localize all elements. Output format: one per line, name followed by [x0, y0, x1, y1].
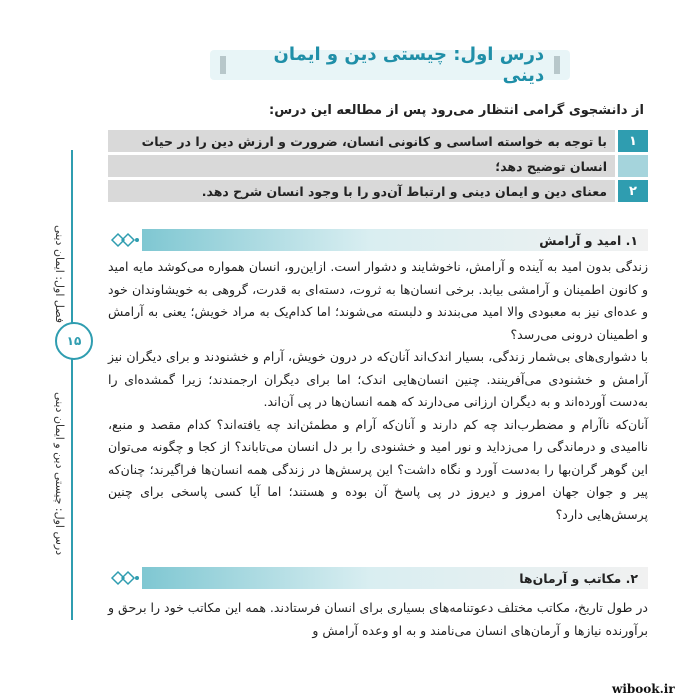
objective-number: ۲: [618, 180, 648, 202]
title-bar-icon: [554, 56, 560, 74]
ornament-icon: [108, 229, 142, 251]
lesson-title: درس اول: چیستی دین و ایمان دینی: [273, 44, 545, 86]
objectives-intro: از دانشجوی گرامی انتظار می‌رود پس از مطالعه این درس:: [269, 103, 644, 118]
paragraph: با دشواری‌های بی‌شمار زندگی، بسیار اندک‌اند آنان‌که در درون خویش، آرام و خشنودند و برای دیگران نیز آرامش و خشنودی می‌آفرینند. چنین انسان‌هایی اندک؛ اما برای دیگران ارجمندند؛ زیرا گمشده‌ای را به‌دست آورده‌اند و به دیگران ارزانی می‌دارند که همه انسان‌ها در پی آن‌اند.: [108, 349, 648, 409]
objective-text: انسان توضیح دهد؛: [108, 155, 615, 177]
paragraph: زندگی بدون امید به آینده و آرامش، ناخوشایند و دشوار است. ازاین‌رو، انسان همواره می‌کوشد مایه امید و کانون اطمینان و آرامشی بیابد. برخی انسان‌ها به ثروت، دسته‌ای به قدرت، گروهی به خویشاوندان خود و عده‌ای نیز به معبودی والا امید می‌بندند و دلبسته می‌شوند؛ اما کدام‌یک به مراد خویش؛ یعنی به آرامش و اطمینان درونی می‌رسد؟: [108, 259, 648, 342]
section-body: [108, 256, 648, 526]
section-heading-label: ۱. امید و آرامش: [539, 232, 638, 248]
section-body: [108, 597, 648, 642]
objective-item: [108, 130, 648, 152]
section-heading-bar: [142, 229, 648, 251]
objective-text: معنای دین و ایمان دینی و ارتباط آن‌دو را با وجود انسان شرح دهد.: [108, 180, 615, 202]
objective-item: [108, 155, 648, 177]
section-heading: [108, 567, 648, 589]
ornament-icon: [108, 567, 142, 589]
objective-number: [618, 155, 648, 177]
objective-number: ۱: [618, 130, 648, 152]
section-heading-bar: [142, 567, 648, 589]
objective-item: [108, 180, 648, 202]
paragraph: در طول تاریخ، مکاتب مختلف دعوتنامه‌های بسیاری برای انسان فرستادند. همه این مکاتب خود را برحق و برآورنده نیازها و آرمان‌های انسان می‌نامند و به او وعده آرامش و: [108, 600, 648, 638]
title-bar-icon: [220, 56, 226, 74]
sidebar-rule: [71, 150, 73, 620]
lesson-title-bar: [210, 44, 570, 86]
objectives-list: [108, 130, 648, 205]
paragraph: آنان‌که ناآرام و مضطرب‌اند چه کم دارند و آنان‌که آرام و مطمئن‌اند چه یافته‌اند؟ کدام مقصد و منبع، ناامیدی و درماندگی را می‌زداید و نور امید و خشنودی را بر دل انسان می‌تاباند؟ از کجا و چگونه می‌توان این گوهر گران‌بها را به‌دست آورد و نگاه داشت؟ این پرسش‌ها در زندگی همه انسان‌ها فراگیرند؛ چنان‌که پیر و جوان جهان امروز و دیروز در پی پاسخ آن بوده و هستند؛ اما آیا کسی پاسخی برای چنین پرسش‌هایی دارد؟: [108, 416, 648, 522]
chapter-label-bottom: درس اول: چیستی دین و ایمان دینی: [53, 392, 66, 556]
chapter-label-top: فصل اول: ایمان دینی: [53, 225, 66, 324]
objective-text: با توجه به خواسته اساسی و کانونی انسان، ضرورت و ارزش دین را در حیات: [108, 130, 615, 152]
footer-site: wibook.ir: [612, 682, 675, 696]
section-heading-label: ۲. مکاتب و آرمان‌ها: [519, 570, 638, 586]
section-heading: [108, 229, 648, 251]
chapter-sidebar: [0, 0, 100, 700]
page-number: ۱۵: [55, 322, 93, 360]
